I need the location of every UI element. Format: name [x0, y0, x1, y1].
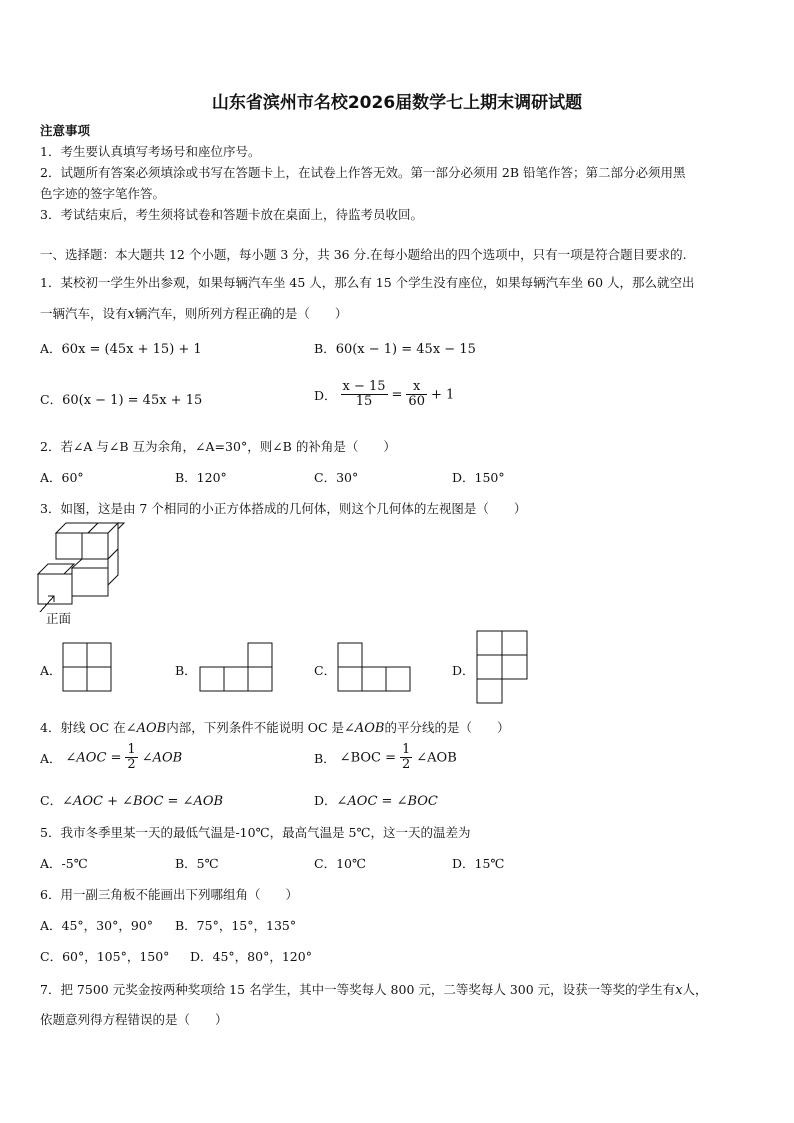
question-7-stem-line2: 依题意列得方程错误的是（ ） [40, 1012, 228, 1027]
q2-option-c: C．30° [314, 470, 359, 485]
q4-option-a: A． ∠AOC = $\frac{1}{2}$ ∠AOB [40, 742, 183, 773]
front-label: 正面 [46, 611, 72, 626]
section-heading: 一、选择题：本大题共 12 个小题，每小题 3 分，共 36 分.在每小题给出的四个选项中，只有一项是符合题目要求的. [40, 247, 687, 262]
q6-option-b: B．75°，15°，135° [175, 918, 297, 933]
q5-option-a: A．-5℃ [40, 856, 88, 871]
q4-option-b: B． ∠BOC = $\frac{1}{2}$ ∠AOB [314, 742, 457, 773]
q6-option-d: D．45°，80°，120° [190, 949, 312, 964]
question-3-stem: 3．如图，这是由 7 个相同的小正方体搭成的几何体，则这个几何体的左视图是（ ） [40, 501, 527, 516]
q6-option-a: A．45°，30°，90° [40, 918, 153, 933]
q1-option-b: B．60(x − 1) = 45x − 15 [314, 341, 476, 357]
q3-option-d-figure [476, 630, 530, 706]
question-7-stem: 7．把 7500 元奖金按两种奖项给 15 名学生，其中一等奖每人 800 元，二等奖每人 300 元，设获一等奖的学生有x人， [40, 982, 708, 998]
q3-option-a-label: A． [40, 663, 62, 678]
q3-option-b-figure [199, 642, 277, 694]
q5-option-c: C．10℃ [314, 856, 366, 871]
q4-option-c: C．∠AOC + ∠BOC = ∠AOB [40, 793, 224, 809]
q3-option-c-figure [337, 642, 415, 694]
q6-option-c: C．60°，105°，150° [40, 949, 170, 964]
cube-stack-figure [36, 522, 132, 614]
notice-item: 色字迹的签字笔作答。 [40, 186, 166, 201]
q3-option-a-figure [62, 642, 114, 694]
q4-option-d: D．∠AOC = ∠BOC [314, 793, 438, 809]
notice-item: 1．考生要认真填写考场号和座位序号。 [40, 144, 261, 159]
q1-option-d: D． $\frac{x - 15}{15}$ = $\frac{x}{60}$ + 1 [314, 379, 455, 410]
q5-option-d: D．15℃ [452, 856, 505, 871]
q3-option-b-label: B． [175, 663, 197, 678]
q2-option-d: D．150° [452, 470, 505, 485]
question-2-stem: 2．若∠A 与∠B 互为余角，∠A=30°，则∠B 的补角是（ ） [40, 439, 396, 454]
question-1-stem: 1．某校初一学生外出参观，如果每辆汽车坐 45 人，那么有 15 个学生没有座位，如果每辆汽车坐 60 人，那么就空出 [40, 275, 695, 290]
question-4-stem: 4．射线 OC 在∠AOB内部，下列条件不能说明 OC 是∠AOB的平分线的是（ ） [40, 720, 510, 736]
q3-option-c-label: C． [314, 663, 337, 678]
q5-option-b: B．5℃ [175, 856, 219, 871]
q2-option-b: B．120° [175, 470, 227, 485]
question-5-stem: 5．我市冬季里某一天的最低气温是-10℃，最高气温是 5℃，这一天的温差为 [40, 825, 471, 840]
q1-option-a: A．60x = (45x + 15) + 1 [40, 341, 202, 357]
question-6-stem: 6．用一副三角板不能画出下列哪组角（ ） [40, 887, 298, 902]
notice-item: 2．试题所有答案必须填涂或书写在答题卡上，在试卷上作答无效。第一部分必须用 2B 铅笔作答；第二部分必须用黑 [40, 165, 686, 180]
notice-item: 3．考试结束后，考生须将试卷和答题卡放在桌面上，待监考员收回。 [40, 207, 423, 222]
notice-heading: 注意事项 [40, 123, 91, 138]
page-title: 山东省滨州市名校2026届数学七上期末调研试题 [211, 93, 583, 113]
question-1-stem-line2: 一辆汽车，设有x辆汽车，则所列方程正确的是（ ） [40, 306, 348, 322]
q3-option-d-label: D． [452, 663, 475, 678]
q2-option-a: A．60° [40, 470, 84, 485]
q1-option-c: C．60(x − 1) = 45x + 15 [40, 392, 203, 408]
